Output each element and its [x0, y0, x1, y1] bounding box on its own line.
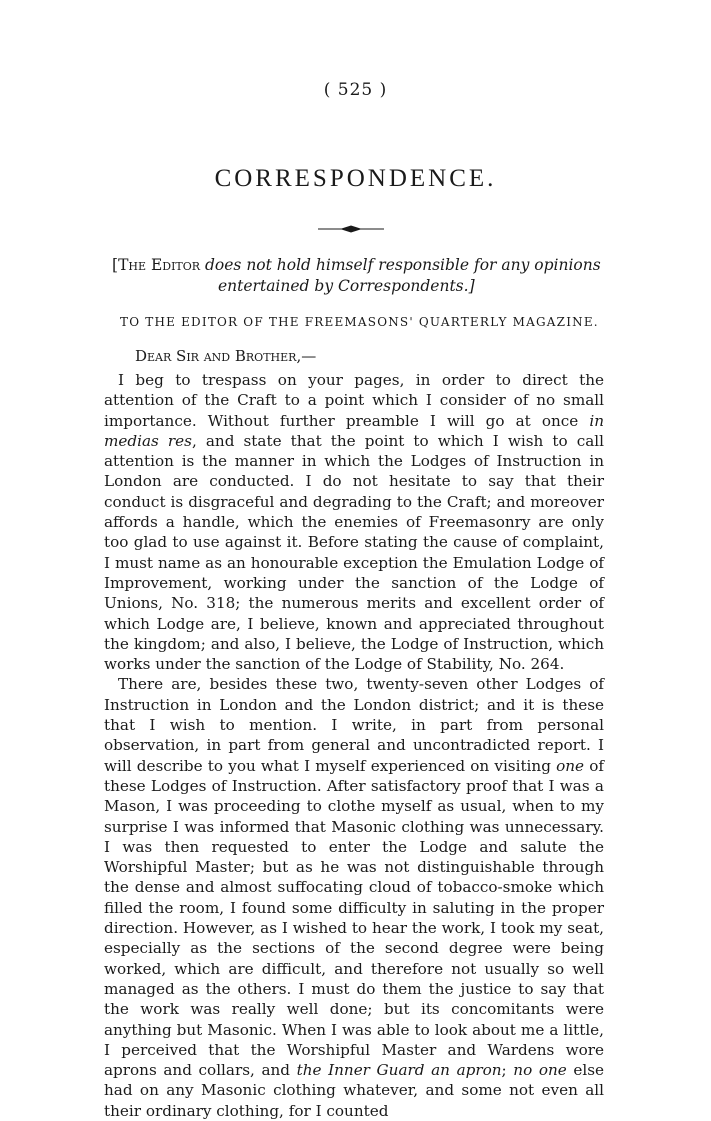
- paragraph-2-text-d: else had on any Masonic clothing whatever, and some not even all their ordinary clothing, for I counted: [104, 1061, 604, 1120]
- paragraph-2-italic-2: the Inner Guard an apron: [296, 1061, 502, 1080]
- paragraph-2-text-c: ;: [501, 1061, 514, 1080]
- disclaimer-bracket: [: [112, 256, 119, 274]
- divider-ornament: [318, 225, 384, 233]
- paragraph-1: [104, 370, 604, 674]
- paragraph-2: [104, 674, 604, 1121]
- paragraph-2-text-a: There are, besides these two, twenty-seven other Lodges of Instruction in London and the London district; and it is these that I wish to mention. I write, in part from personal observation, in part from general and uncontradicted report. I will describe to you what I myself experienced on visiting: [104, 675, 604, 775]
- letter-greeting: Dear Sir and Brother,—: [135, 347, 317, 365]
- page-title: CORRESPONDENCE.: [214, 165, 497, 192]
- editor-disclaimer: [112, 255, 602, 297]
- paragraph-2-italic-3: no one: [513, 1061, 567, 1080]
- disclaimer-editor: The Editor: [118, 256, 201, 274]
- letter-heading: TO THE EDITOR OF THE FREEMASONS' QUARTERLY MAGAZINE.: [120, 315, 599, 329]
- disclaimer-text-1: does not hold himself responsible for any opinions: [200, 256, 601, 274]
- paragraph-1-italic: in medias res: [104, 411, 604, 450]
- paragraph-2-italic-1: one: [556, 756, 585, 775]
- paragraph-1-text-b: , and state that the point to which I wish to call attention is the manner in which the Lodges of Instruction in London are conducted. I do not hesitate to say that their conduct is disgraceful and degrading to the Craft; and moreover affords a handle, which the enemies of Freemasonry are only too glad to use against it. Before stating the cause of complaint, I must name as an honourable exception the Emulation Lodge of Improvement, working under the sanction of the Lodge of Unions, No. 318; the numerous merits and excellent order of which Lodge are, I believe, known and appreciated throughout the kingdom; and also, I believe, the Lodge of Instruction, which works under the sanction of the Lodge of Stability, No. 264.: [104, 431, 604, 674]
- disclaimer-text-2: entertained by Correspondents.]: [218, 277, 475, 295]
- paragraph-2-text-b: of these Lodges of Instruction. After satisfactory proof that I was a Mason, I was proceeding to clothe myself as usual, when to my surprise I was informed that Masonic clothing was unnecessary. I was then requested to enter the Lodge and salute the Worshipful Master; but as he was not distinguishable through the dense and almost suffocating cloud of tobacco-smoke which filled the room, I found some difficulty in saluting in the proper direction. However, as I wished to hear the work, I took my seat, especially as the sections of the second degree were being worked, which are difficult, and therefore not usually so well managed as the others. I must do them the justice to say that the work was really well done; but its concomitants were anything but Masonic. When I was able to look about me a little, I perceived that the Worshipful Master and Wardens wore aprons and collars, and: [104, 756, 605, 1080]
- page-number: ( 525 ): [323, 80, 388, 100]
- paragraph-1-text-a: I beg to trespass on your pages, in order to direct the attention of the Craft to a point which I consider of no small importance. Without further preamble I will go at once: [104, 371, 604, 430]
- letter-body: [104, 370, 604, 1121]
